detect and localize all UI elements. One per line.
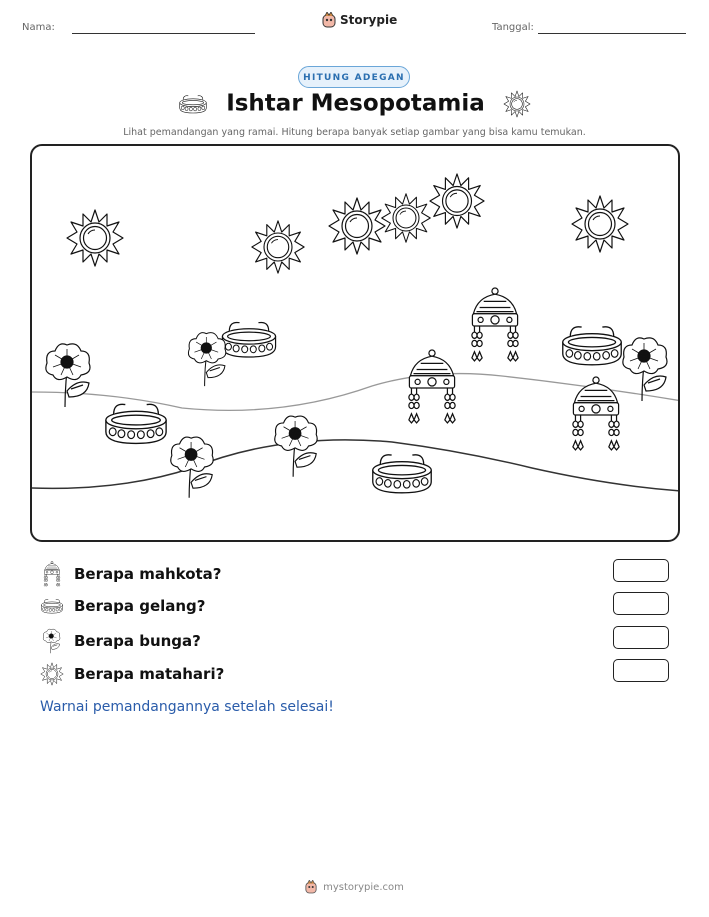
storypie-mascot-icon: [322, 12, 336, 28]
flower-icon: [623, 338, 667, 401]
answer-box-crown[interactable]: [613, 559, 669, 582]
question-sun: [40, 661, 224, 687]
sun-icon: [40, 661, 64, 687]
sun-icon: [252, 221, 304, 273]
name-label: Nama:: [22, 22, 55, 33]
question-crown: [40, 561, 222, 587]
sun-icon: [67, 210, 123, 266]
answer-box-sun[interactable]: [613, 659, 669, 682]
sun-icon: [572, 196, 628, 252]
bracelet-icon: [40, 595, 64, 617]
footer-url[interactable]: mystorypie.com: [323, 881, 404, 893]
flower-icon: [46, 344, 90, 407]
footer: [0, 880, 709, 894]
crown-icon: [409, 350, 455, 423]
question-text: Berapa gelang?: [74, 597, 206, 615]
crown-icon: [472, 288, 518, 361]
page-title: [0, 90, 709, 118]
flower-icon: [275, 416, 317, 477]
date-line[interactable]: [538, 33, 686, 34]
flower-icon: [40, 628, 64, 654]
flower-icon: [188, 333, 225, 386]
sun-icon: [382, 194, 431, 243]
bracelet-icon: [178, 94, 208, 114]
question-text: Berapa matahari?: [74, 665, 225, 683]
sun-icon: [329, 198, 385, 254]
crown-icon: [573, 377, 619, 450]
crown-icon: [40, 561, 64, 587]
brand-name: Storypie: [340, 13, 398, 27]
flower-icon: [171, 437, 213, 498]
brand-logo: [322, 12, 397, 28]
scene-panel: [30, 144, 680, 542]
page-title-text: Ishtar Mesopotamia: [226, 90, 485, 117]
bracelet-icon: [222, 322, 275, 357]
question-flower: [40, 628, 201, 654]
bracelet-icon: [106, 404, 166, 443]
coloring-note: Warnai pemandangannya setelah selesai!: [40, 699, 334, 715]
question-bracelet: [40, 595, 206, 617]
answer-box-bracelet[interactable]: [613, 592, 669, 615]
storypie-mascot-icon: [305, 880, 317, 894]
bracelet-icon: [563, 327, 621, 365]
sun-icon: [503, 90, 531, 118]
activity-badge: HITUNG ADEGAN: [298, 66, 410, 88]
name-line[interactable]: [72, 33, 255, 34]
scene-illustration: [32, 146, 680, 542]
date-label: Tanggal:: [492, 22, 534, 33]
instructions: Lihat pemandangan yang ramai. Hitung berapa banyak setiap gambar yang bisa kamu temukan.: [123, 127, 586, 138]
question-text: Berapa mahkota?: [74, 565, 222, 583]
question-text: Berapa bunga?: [74, 632, 201, 650]
bracelet-icon: [373, 455, 431, 493]
answer-box-flower[interactable]: [613, 626, 669, 649]
sun-icon: [430, 174, 484, 228]
